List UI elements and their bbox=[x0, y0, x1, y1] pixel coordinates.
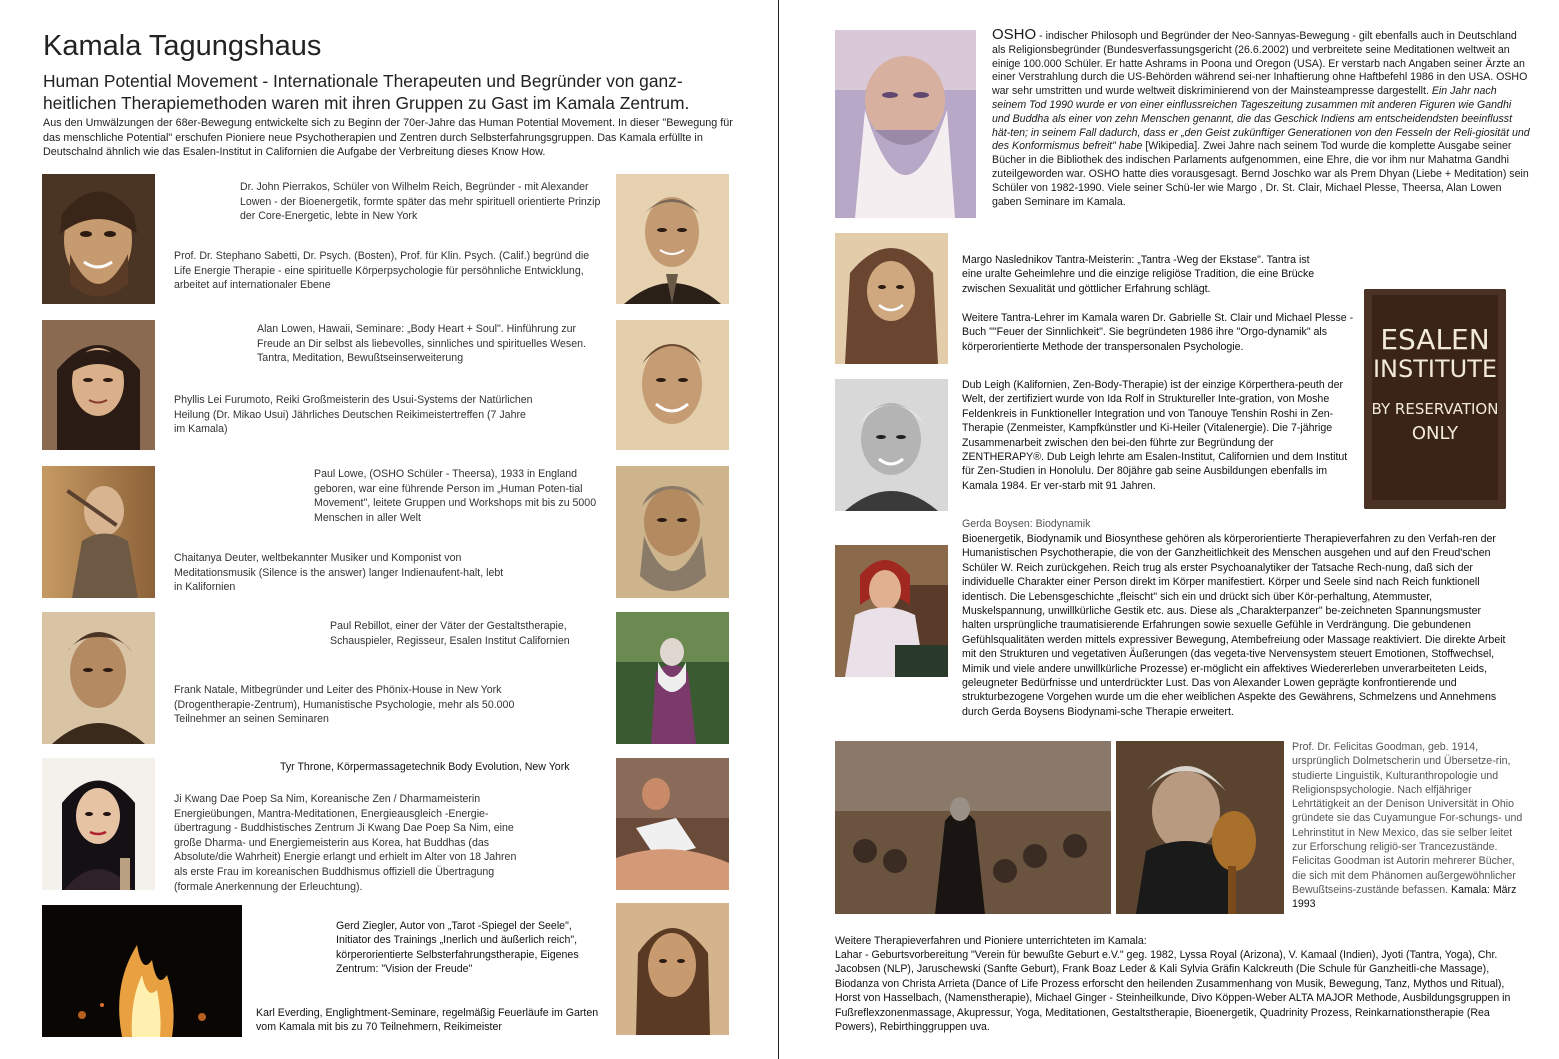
sign-line-2: INSTITUTE bbox=[1372, 355, 1498, 383]
entry-paul-rebillot: Paul Rebillot, einer der Väter der Gestaltstherapie, Schauspieler, Regisseur, Esalen Institut Californien bbox=[330, 620, 570, 647]
photo-gerda-boysen bbox=[835, 545, 948, 677]
photo-goodman-group bbox=[835, 741, 1111, 914]
photo-john-pierrakos bbox=[42, 174, 155, 304]
entry-chaitanya-deuter: Chaitanya Deuter, weltbekannter Musiker und Komponist von Meditationsmusik (Silence is the answer) langer Indienaufent-halt, lebt in Kalifornien bbox=[174, 552, 504, 594]
osho-text-italic: Ein Jahr nach seinem Tod 1990 wurde er von einer einflussreichen Tageszeitung zusammen mit anderen Figuren wie Gandhi und Buddha als einer von zehn Menschen genannt, die das Geschick Indiens am entscheidendsten beeinflusst hät-ten; in seinem Fall dadurch, dass er „den Geist zukünftiger Generationen von den Fesseln der Reli-giosität und des Konformismus befreit" habe bbox=[992, 85, 1530, 153]
photo-stephano-sabetti bbox=[616, 174, 729, 304]
further-text: Lahar - Geburtsvorbereitung "Verein für bewußte Geburt e.V." geg. 1982, Lyssa Royal (Arizona), V. Kamaal (Indien), Jyoti (Tantra, Yoga), Chr. Jacobsen (NLP), Jaruschewski (Sanfte Geburt), Frank Boaz Leder & Kali Sylvia Gräfin Kalckreuth (Die Schule für Ganzheitli-che Massage), Biodanza von Christa Arrieta (Dance of Life Prozess erforscht den heilenden Zusammenhang von Musik, Bewegung, Tanz, Mythos und Ritual), Horst von Hasselbach, (Namenstherapie), Michael Ginger - Steinheilkunde, Divo Köppen-Weber ALTA MAJOR Methode, Ausbildungsgruppen in Fußreflexzonenmassage, Akupressur, Yoga, Meditationen, Gestaltstherapie, Bioenergetik, Quadrinity Prozess, Reinkarnationstherapie (Rea Powers), Rebirthinggruppen uva. bbox=[835, 949, 1511, 1034]
photo-paul-lowe bbox=[616, 466, 729, 598]
photo-tyr-throne bbox=[616, 758, 729, 890]
margo-text: Margo Naslednikov Tantra-Meisterin: „Tantra -Weg der Ekstase". Tantra ist eine uralte Geheimlehre und die einzige religiöse Tradition, die eine Brücke zwischen Sexualität und göttlicher Erfahrung schlägt. bbox=[962, 254, 1315, 295]
photo-chaitanya-deuter bbox=[42, 466, 155, 598]
photo-phyllis-furumoto bbox=[42, 320, 155, 450]
photo-ji-kwang bbox=[42, 758, 155, 890]
photo-fire-walk bbox=[42, 905, 242, 1037]
osho-text-a: - indischer Philosoph und Begründer der Neo-Sannyas-Bewegung - gilt ebenfalls auch in Deutschland als Religionsbegründer (Bundesverfassungsgericht (26.6.2002) und verbreitete seine Meditationen weltweit an einige 100.000 Schüler. Er hatte Ashrams in Poona und Oregon (USA). Er verstarb nach Angaben seiner Ärzte an einer Verstrahlung durch die US-Behörden während sei-ner Inhaftierung ohne Haftbefehl 1986 in den USA. OSHO war sehr umstritten und wurde weltweit diskriminierend von der Mainsteampresse dargestellt. bbox=[992, 30, 1528, 98]
further-heading: Weitere Therapieverfahren und Pioniere unterrichteten im Kamala: bbox=[835, 935, 1147, 947]
page-divider bbox=[778, 0, 779, 1059]
gerda-heading: Gerda Boysen: Biodynamik bbox=[962, 518, 1091, 530]
page-subtitle: Human Potential Movement - Internationale Therapeuten und Begründer von ganz-heitlichen Therapiemethoden waren mit ihren Gruppen zu Gast im Kamala Zentrum. bbox=[43, 71, 690, 113]
entry-john-pierrakos: Dr. John Pierrakos, Schüler von Wilhelm Reich, Begründer - mit Alexander Lowen - der Bioenergetik, formte später das mehr spirituell orientierte Prinzip der Core-Energetic, lebte in New York bbox=[240, 181, 601, 223]
entry-stephano-sabetti: Prof. Dr. Stephano Sabetti, Dr. Psych. (Bosten), Prof. für Klin. Psych. (Calif.) begründ die Life Energie Therapie - eine spirituelle Körperpsychologie für persöhnliche Entwicklung, arbeitet auf internationaler Ebene bbox=[174, 250, 590, 292]
goodman-date: Kamala: März 1993 bbox=[1292, 883, 1517, 911]
entry-ji-kwang: Ji Kwang Dae Poep Sa Nim, Koreanische Zen / Dharmameisterin Energieübungen, Mantra-Meditationen, Energieausgleich -Energie-übertragung - Buddhistisches Zentrum Ji Kwang Dae Poep Sa Nim, eine große Dharma- und Energiemeisterin aus Korea, hat Buddhas (das Absolute/die Wahrheit) Energie erlangt und erhielt im Alter von 18 Jahren als erste Frau im koreanischen Buddhismus offiziell die Übertragung (formale Anerkennung der Erleuchtung). bbox=[174, 793, 517, 893]
gerda-text: Bioenergetik, Biodynamik und Biosynthese gehören als körperorientierte Therapieverfahren zu den Verfah-ren der Humanistischen Psychotherapie, die von der Ganzheitlichkeit des Menschen ausgehen und auf den Freud'schen Schüler W. Reich zurückgehen. Reich trug als erster Psychoanalytiker der Tatsache Rech-nung, daß sich der individuelle Charakter einer Person direkt im Körper manifestiert. Körper und Seele sind nach Reich funktionell identisch. Die Lebensgeschichte „fleischt" sich ein und drückt sich über Kör-perhaltung, Atemmuster, Muskelspannung, unwillkürliche Gestik etc. aus. Diese als „Charakterpanzer" be-zeichneten Spannungsmuster halten ursprüngliche traumatisierende Erfahrungen sowie sexuelle Gefühle in Verdrängung. Die gebundenen Gefühlsqualitäten werden mittels expressiver Bewegung, Atembefreiung oder Massage reaktiviert. Die direkte Arbeit mit den Strukturen und vegetativen Äußerungen (das vegeta-tive Nervensystem steuert Emotionen, Stoffwechsel, Mimik und viele andere unwillkürliche Prozesse) er-möglicht ein affektives Wiedererleben unverarbeiteten Leids, geleugneter Bedürfnisse und unterdrückter Lust. Das von Alexander Lowen geprägte konfrontierende und strukturbezogene Vorgehen wurde um die eher weiblichen Aspekte des Gewährens, Schmelzens und Annehmens durch Gerda Boysens Biodynami-sche Therapie erweitert. bbox=[962, 533, 1506, 718]
sign-line-4: ONLY bbox=[1411, 423, 1459, 444]
entry-gerd-ziegler: Gerd Ziegler, Autor von „Tarot -Spiegel der Seele", Initiator des Trainings „Inerlich und äußerlich reich", körperorientierte Selbsterfahrungstherapie, Eigenes Zentrum: "Vision der Freude" bbox=[336, 920, 579, 976]
photo-esalen-sign bbox=[1364, 289, 1506, 509]
photo-dub-leigh bbox=[835, 379, 948, 511]
page-title: Kamala Tagungshaus bbox=[43, 30, 322, 62]
osho-name: OSHO bbox=[992, 26, 1037, 43]
goodman-text-body: Prof. Dr. Felicitas Goodman, geb. 1914, ursprünglich Dolmetscherin und Übersetze-rin, studierte Linguistik, Kulturanthropologie und Religionspsychologie. Nach elfjähriger Lehrtätigkeit an der Denison Universität in Ohio gründete sie das Cuyamungue For-schungs- und Lehrinstitut in New Mexico, das sie selber leitet zur Erforschung religiö-ser Trancezustände. Felicitas Goodman ist Autorin mehrerer Bücher, die sich mit dem Phänomen außergewöhnlicher Bewußtseins-zustände befassen. bbox=[1292, 741, 1523, 896]
photo-frank-natale bbox=[42, 612, 155, 744]
sign-line-3: BY RESERVATION bbox=[1371, 400, 1499, 418]
photo-margo bbox=[835, 233, 948, 364]
osho-text-b: [Wikipedia]. Zwei Jahre nach seinem Tod wurde die komplette Ausgabe seiner Bücher in die Bibliothek des indischen Parlaments aufgenommen, eine Ehre, die vor ihm nur Mahatma Gandhi zuteilgeworden war. OSHO hatte dies vorausgesagt. Bernd Joschko war als Prem Dhyan (Liebe + Meditation) sein Schüler von 1982-1990. Viele seiner Schü-ler wie Margo , Dr. St. Clair, Michael Plesse, Theersa, Alan Lowen gaben Seminare im Kamala. bbox=[992, 140, 1529, 208]
photo-gerd-ziegler bbox=[616, 903, 729, 1035]
photo-osho bbox=[835, 30, 976, 218]
osho-text bbox=[992, 28, 1530, 209]
entry-frank-natale: Frank Natale, Mitbegründer und Leiter des Phönix-House in New York (Drogentherapie-Zentrum), Humanistische Psychologie, mehr als 50.000 Teilnehmer an seinen Seminaren bbox=[174, 684, 515, 726]
goodman-text bbox=[1292, 740, 1528, 912]
entry-karl-everding: Karl Everding, Englightment-Seminare, regelmäßig Feuerläufe im Garten vom Kamala mit bis zu 70 Teilnehmern, Reikimeister bbox=[256, 1007, 599, 1034]
photo-alan-lowen bbox=[616, 320, 729, 450]
entry-paul-lowe: Paul Lowe, (OSHO Schüler - Theersa), 1933 in England geboren, war eine führende Person im „Human Poten-tial Movement", leitete Gruppen und Workshops mit bis zu 5000 Menschen in aller Welt bbox=[314, 468, 597, 524]
intro-text: Aus den Umwälzungen der 68er-Bewegung entwickelte sich zu Beginn der 70er-Jahre das Human Potential Movement. In dieser "Bewegung für das menschliche Potential" erschufen Pioniere neue Psychotherapien und Zentren durch Selbsterfahrungsgruppen. Das Kamala erfüllte in Deutschalnd ähnlich wie das Esalen-Institut in Californien die Aufgabe der Verbreitung dieses Know How. bbox=[43, 117, 733, 158]
entry-alan-lowen: Alan Lowen, Hawaii, Seminare: „Body Heart + Soul". Hinführung zur Freude an Dir selbst als liebevolles, sinnliches und spirituelles Wesen. Tantra, Meditation, Bewußtseinserweiterung bbox=[257, 323, 586, 365]
photo-paul-rebillot bbox=[616, 612, 729, 744]
photo-goodman-rattle bbox=[1116, 741, 1284, 914]
entry-tyr-throne: Tyr Throne, Körpermassagetechnik Body Evolution, New York bbox=[280, 761, 570, 773]
tantra-text: Weitere Tantra-Lehrer im Kamala waren Dr. Gabrielle St. Clair und Michael Plesse - Buch ""Feuer der Sinnlichkeit". Sie begründeten 1986 ihre "Orgo-dynamik" als körperorientierte Methode der transpersonalen Psychologie. bbox=[962, 312, 1354, 353]
sign-line-1: ESALEN bbox=[1380, 323, 1490, 356]
dub-leigh-text: Dub Leigh (Kalifornien, Zen-Body-Therapie) ist der einzige Körperthera-peuth der Welt, der zertifiziert wurde von Ida Rolf in Struktureller Inte-gration, von Moshe Feldenkreis in Funktioneller Integration und von Tanouye Tenshin Roshi in Zen-Therapie (Zenmeister, Kampfkünstler und Ki-Heiler (Vitalenergie). Die 7-jährige Zusammenarbeit zwischen den bei-den führte zur Begründung der ZENTHERAPY®. Dub Leigh lehrte am Esalen-Institut, Californien und dem Institut für Zen-Studien in Honolulu. Der 80jähre gab seine Ausbildungen ebenfalls im Kamala 1984. Er ver-starb mit 91 Jahren. bbox=[962, 379, 1348, 492]
entry-phyllis-furumoto: Phyllis Lei Furumoto, Reiki Großmeisterin des Usui-Systems der Natürlichen Heilung (Dr. Mikao Usui) Jährliches Deutschen Reikimeistertreffen (7 Jahre im Kamala) bbox=[174, 394, 533, 436]
